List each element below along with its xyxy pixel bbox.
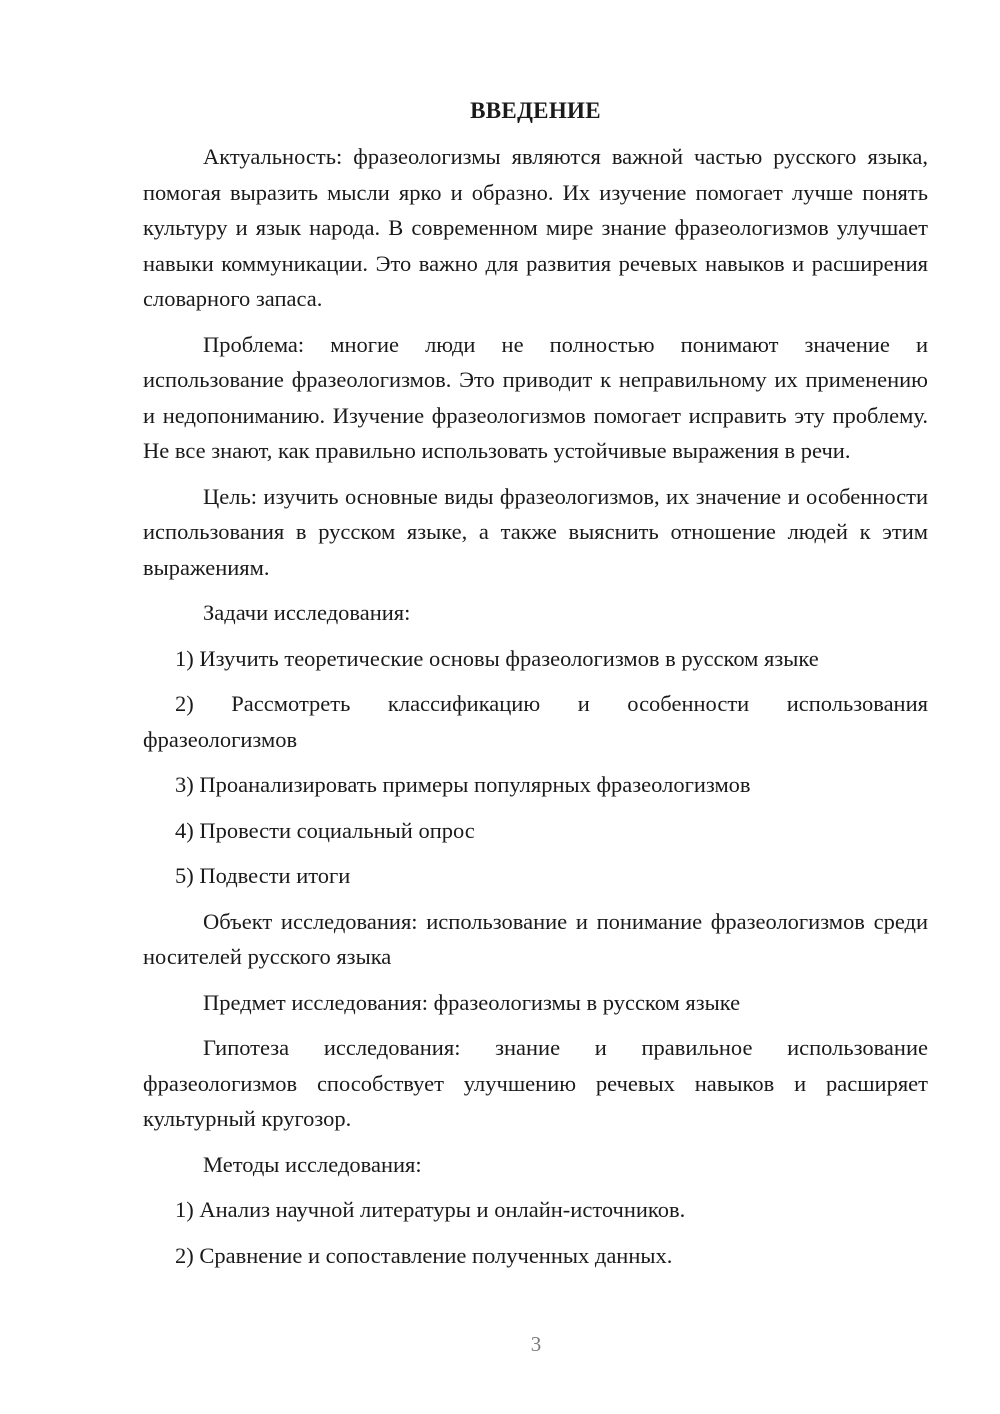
paragraph-object: Объект исследования: использование и понимание фразеологизмов среди носителей русского языка — [143, 908, 928, 969]
section-heading: ВВЕДЕНИЕ — [470, 98, 601, 123]
page-number: 3 — [530, 1332, 542, 1356]
task-item-4: 4) Провести социальный опрос — [175, 817, 475, 843]
task-item-1: 1) Изучить теоретические основы фразеологизмов в русском языке — [175, 645, 819, 671]
method-item-2: 2) Сравнение и сопоставление полученных данных. — [175, 1242, 673, 1268]
paragraph-goal: Цель: изучить основные виды фразеологизмов, их значение и особенности использования в русском языке, а также выяснить отношение людей к этим выражениям. — [143, 483, 928, 580]
task-item-2: 2) Рассмотреть классификацию и особенности использования фразеологизмов — [143, 691, 928, 752]
task-item-5: 5) Подвести итоги — [175, 863, 351, 888]
document-page — [143, 95, 928, 1283]
method-item-1: 1) Анализ научной литературы и онлайн-источников. — [175, 1197, 686, 1222]
paragraph-hypothesis: Гипотеза исследования: знание и правильное использование фразеологизмов способствует улучшению речевых навыков и расширяет культурный кругозор. — [143, 1035, 928, 1131]
task-item-3: 3) Проанализировать примеры популярных фразеологизмов — [175, 772, 751, 797]
methods-title: Методы исследования: — [203, 1151, 422, 1177]
tasks-title: Задачи исследования: — [203, 600, 411, 625]
paragraph-problem: Проблема: многие люди не полностью понимают значение и использование фразеологизмов. Это приводит к неправильному их применению и недопониманию. Изучение фразеологизмов помогает исправить эту проблему. Не все знают, как правильно использовать устойчивые выражения в речи. — [143, 331, 928, 463]
paragraph-relevance: Актуальность: фразеологизмы являются важной частью русского языка, помогая выразить мысли ярко и образно. Их изучение помогает лучше понять культуру и язык народа. В современном мире знание фразеологизмов улучшает навыки коммуникации. Это важно для развития речевых навыков и расширения словарного запаса. — [143, 144, 928, 311]
paragraph-subject: Предмет исследования: фразеологизмы в русском языке — [203, 989, 741, 1015]
